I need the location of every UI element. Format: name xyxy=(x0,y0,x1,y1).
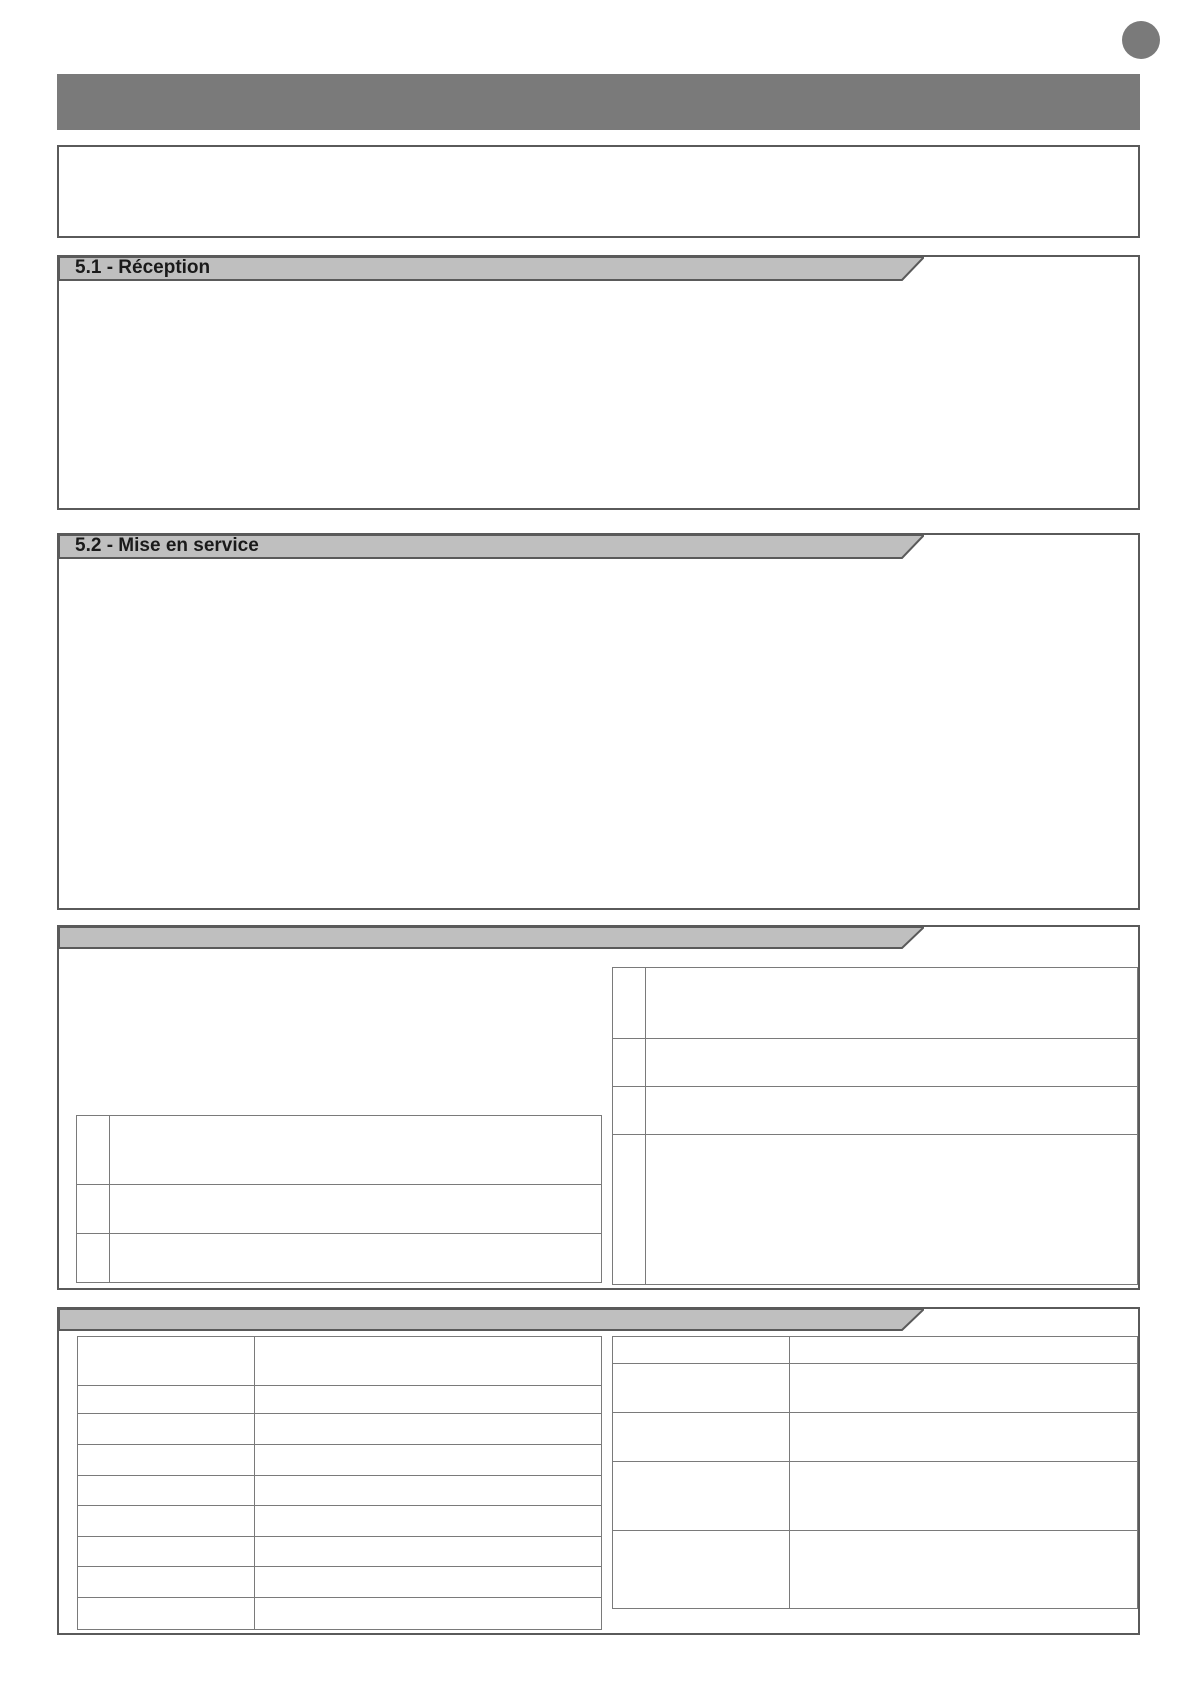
table-row xyxy=(613,968,1137,1038)
right-step-table xyxy=(612,967,1138,1285)
table-row xyxy=(613,1337,1137,1363)
table-row xyxy=(613,1461,1137,1531)
table-row xyxy=(77,1116,601,1184)
section-tab xyxy=(59,535,924,559)
table-row xyxy=(613,1134,1137,1285)
section-commissioning xyxy=(57,533,1140,910)
table-row xyxy=(78,1413,601,1445)
table-row xyxy=(77,1233,601,1283)
table-row xyxy=(78,1385,601,1414)
table-row xyxy=(78,1566,601,1598)
chapter-title-bar xyxy=(57,74,1140,130)
table-row xyxy=(78,1505,601,1537)
left-step-table xyxy=(76,1115,602,1283)
section-tab xyxy=(59,927,924,951)
table-row xyxy=(613,1530,1137,1609)
section-specifications xyxy=(57,1307,1140,1635)
section-title: 5.1 - Réception xyxy=(75,257,211,278)
table-row xyxy=(613,1038,1137,1087)
table-row xyxy=(78,1536,601,1567)
intro-box xyxy=(57,145,1140,238)
table-row xyxy=(78,1444,601,1476)
right-spec-table xyxy=(612,1336,1138,1609)
section-tab xyxy=(59,257,924,281)
table-row xyxy=(77,1184,601,1234)
table-row xyxy=(78,1475,601,1506)
section-title: 5.2 - Mise en service xyxy=(75,535,259,556)
section-steps xyxy=(57,925,1140,1290)
page-number-dot xyxy=(1122,21,1160,59)
table-row xyxy=(78,1597,601,1630)
table-row xyxy=(613,1363,1137,1413)
section-reception xyxy=(57,255,1140,510)
left-spec-table xyxy=(77,1336,602,1630)
table-row xyxy=(613,1086,1137,1135)
section-tab xyxy=(59,1309,924,1333)
table-row xyxy=(78,1337,601,1385)
table-row xyxy=(613,1412,1137,1462)
